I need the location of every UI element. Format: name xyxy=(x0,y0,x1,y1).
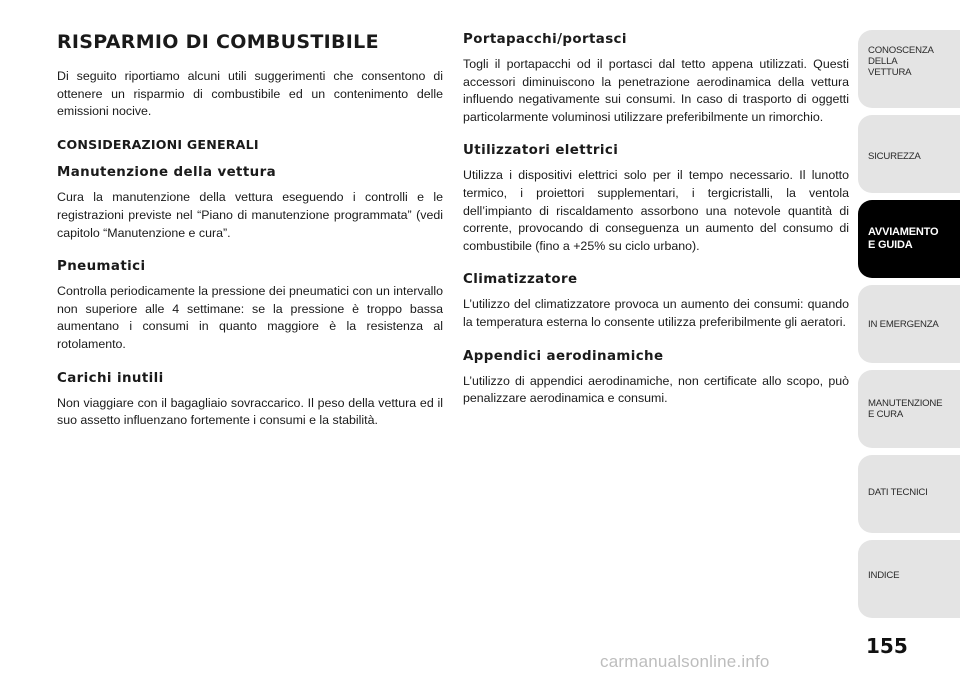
paragraph-appendici: L’utilizzo di appendici aerodinamiche, non certificate allo scopo, può penalizzare aerodinamica e consumi. xyxy=(463,373,849,406)
tab-label: IN EMERGENZA xyxy=(868,319,939,330)
right-column xyxy=(463,30,849,423)
tab-label: DATI TECNICI xyxy=(868,487,928,498)
subheading-climatizzatore: Climatizzatore xyxy=(463,272,578,288)
paragraph-carichi: Non viaggiare con il bagagliaio sovraccarico. Il peso della vettura ed il suo assetto influenzano fortemente i consumi e la stabilità. xyxy=(57,395,443,428)
tab-manutenzione-cura[interactable] xyxy=(858,370,960,448)
intro-paragraph: Di seguito riportiamo alcuni utili suggerimenti che consentono di ottenere un risparmio di combustibile ed un contenimento delle emissioni nocive. xyxy=(57,69,443,119)
subheading-appendici: Appendici aerodinamiche xyxy=(463,348,664,364)
tab-dati-tecnici[interactable] xyxy=(858,455,960,533)
tab-label: MANUTENZIONE E CURA xyxy=(868,398,943,420)
paragraph-utilizzatori: Utilizza i dispositivi elettrici solo per il tempo necessario. Il lunotto termico, i proiettori supplementari, i tergicristalli, la ventola dell’impianto di riscaldamento assorbono una notevole quantità di corrente, provocando di conseguenza un aumento del consumo di combustibile (fino a +25% su ciclo urbano). xyxy=(463,168,849,253)
paragraph-pneumatici: Controlla periodicamente la pressione dei pneumatici con un intervallo non superiore alle 4 settimane: se la pressione è troppo bassa aumentano i consumi in quanto maggiore è la resistenza al rotolamento. xyxy=(57,284,443,351)
tab-label: CONOSCENZA DELLA VETTURA xyxy=(868,45,934,78)
subheading-portapacchi: Portapacchi/portasci xyxy=(463,32,627,47)
tab-label: SICUREZZA xyxy=(868,151,921,162)
tab-sicurezza[interactable] xyxy=(858,115,960,193)
subheading-manutenzione: Manutenzione della vettura xyxy=(57,165,277,181)
tab-indice[interactable] xyxy=(858,540,960,618)
tab-label: INDICE xyxy=(868,570,900,581)
page-title: RISPARMIO DI COMBUSTIBILE xyxy=(57,31,379,53)
chapter-nav xyxy=(858,30,960,625)
tab-avviamento-guida[interactable] xyxy=(858,200,960,278)
paragraph-portapacchi: Togli il portapacchi od il portasci dal tetto appena utilizzati. Questi accessori diminuiscono la penetrazione aerodinamica della vettura influendo negativamente sui consumi. In caso di trasporto di oggetti particolarmente voluminosi utilizzare preferibilmente un rimorchio. xyxy=(463,57,849,124)
subheading-carichi: Carichi inutili xyxy=(57,370,164,386)
tab-conoscenza-vettura[interactable] xyxy=(858,30,960,108)
watermark: carmanualsonline.info xyxy=(600,652,770,671)
page-number: 155 xyxy=(866,634,908,658)
paragraph-manutenzione: Cura la manutenzione della vettura eseguendo i controlli e le registrazioni previste nel “Piano di manutenzione programmata” (vedi capitolo “Manutenzione e cura”. xyxy=(57,190,443,240)
section-heading: CONSIDERAZIONI GENERALI xyxy=(57,136,259,152)
tab-label: AVVIAMENTO E GUIDA xyxy=(868,226,939,251)
subheading-pneumatici: Pneumatici xyxy=(57,259,146,275)
subheading-utilizzatori: Utilizzatori elettrici xyxy=(463,143,619,159)
paragraph-climatizzatore: L’utilizzo del climatizzatore provoca un aumento dei consumi: quando la temperatura esterna lo consente utilizza preferibilmente gli aeratori. xyxy=(463,297,849,329)
tab-in-emergenza[interactable] xyxy=(858,285,960,363)
left-column xyxy=(57,30,443,445)
